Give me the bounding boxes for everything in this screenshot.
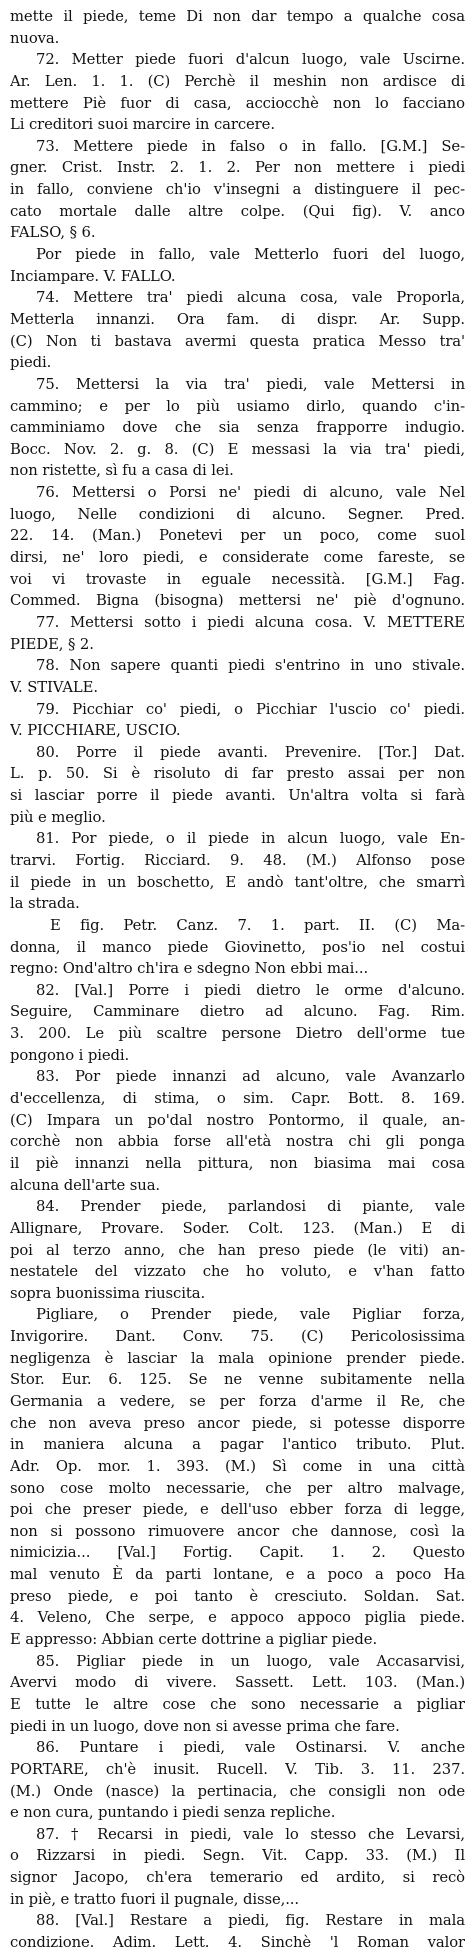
- text-line: e non cura, puntando i piedi senza repliche.: [10, 1804, 336, 1822]
- text-line: Avervi modo di vivere. Sassett. Lett. 103. (Man.): [10, 1674, 465, 1692]
- text-line: Invigorire. Dant. Conv. 75. (C) Pericolosissima: [10, 1328, 465, 1346]
- text-line: Adr. Op. mor. 1. 393. (M.) Sì come in una città: [10, 1457, 465, 1475]
- text-line: PIEDE, § 2.: [10, 635, 94, 653]
- text-line: o Rizzarsi in piedi. Segn. Vit. Capp. 33. (M.) Il: [10, 1847, 465, 1865]
- text-line: cammino; e per lo più usiamo dirlo, quando c'in-: [10, 397, 465, 415]
- text-line: 86. Puntare i piedi, vale Ostinarsi. V. anche: [36, 1739, 465, 1757]
- text-line: negligenza è lasciar la mala opinione prender piede.: [10, 1349, 465, 1367]
- text-line: Ar. Len. 1. 1. (C) Perchè il meshin non ardisce di: [10, 72, 465, 90]
- text-line: poi che preser piede, e dell'uso ebber forza di legge,: [10, 1501, 465, 1519]
- text-line: Stor. Eur. 6. 125. Se ne venne subitamente nella: [10, 1371, 465, 1389]
- text-line: 76. Mettersi o Porsi ne' piedi di alcuno, vale Nel: [36, 484, 465, 502]
- text-line: V. STIVALE.: [10, 678, 98, 696]
- text-line: Li creditori suoi marcire in carcere.: [10, 116, 275, 134]
- text-line: 84. Prender piede, parlandosi di piante, vale: [36, 1198, 465, 1216]
- text-line: 72. Metter piede fuori d'alcun luogo, vale Uscirne.: [36, 51, 465, 69]
- text-line: Metterla innanzi. Ora fam. di dispr. Ar. Supp.: [10, 310, 465, 328]
- text-line: si lasciar porre il piede avanti. Un'altra volta si farà: [10, 787, 465, 805]
- text-line: 4. Veleno, Che serpe, e appoco appoco piglia piede.: [10, 1609, 465, 1627]
- text-line: Bocc. Nov. 2. g. 8. (C) E messasi la via tra' piedi,: [10, 440, 465, 458]
- text-line: 79. Picchiar co' piedi, o Picchiar l'uscio co' piedi.: [36, 700, 465, 718]
- text-line: cato mortale dalle altre colpe. (Qui fig). V. anco: [10, 202, 465, 220]
- text-line: alcuna dell'arte sua.: [10, 1176, 161, 1194]
- text-line: Seguire, Camminare dietro ad alcuno. Fag. Rim.: [10, 1003, 465, 1021]
- text-line: voi vi trovaste in eguale necessità. [G.M.] Fag.: [10, 570, 465, 588]
- text-line: luogo, Nelle condizioni di alcuno. Segner. Pred.: [10, 505, 465, 523]
- text-line: Inciampare. V. FALLO.: [10, 267, 176, 285]
- text-line: 80. Porre il piede avanti. Prevenire. [Tor.] Dat.: [36, 743, 465, 761]
- text-line: nimicizia... [Val.] Fortig. Capit. 1. 2. Questo: [10, 1544, 465, 1562]
- text-line: non ristette, sì fu a casa di lei.: [10, 462, 234, 480]
- text-line: 83. Por piede innanzi ad alcuno, vale Avanzarlo: [36, 1068, 465, 1086]
- text-line: in maniera alcuna a pagar l'antico tributo. Plut.: [10, 1436, 465, 1454]
- text-line: 75. Mettersi la via tra' piedi, vale Mettersi in: [36, 375, 465, 393]
- text-line: E tutte le altre cose che sono necessarie a pigliar: [10, 1695, 465, 1713]
- text-line: mettere Piè fuor di casa, acciocchè non lo facciano: [10, 94, 465, 112]
- text-line: (C) Impara un po'dal nostro Pontormo, il quale, an-: [10, 1111, 465, 1129]
- text-line: donna, il manco piede Giovinetto, pos'io nel costui: [10, 938, 465, 956]
- text-line: Por piede in fallo, vale Metterlo fuori del luogo,: [36, 246, 465, 264]
- text-line: la strada.: [10, 895, 80, 913]
- text-line: PORTARE, ch'è inusit. Rucell. V. Tib. 3. 11. 237.: [10, 1760, 465, 1778]
- text-line: (C) Non ti bastava avermi questa pratica Messo tra': [10, 332, 465, 350]
- text-line: più e meglio.: [10, 808, 106, 826]
- text-line: 87. † Recarsi in piedi, vale lo stesso che Levarsi,: [36, 1825, 465, 1843]
- text-line: mal venuto È da parti lontane, e a poco a poco Ha: [10, 1566, 465, 1584]
- text-line: Germania a vedere, se per forza d'arme il Re, che: [10, 1393, 465, 1410]
- text-line: E appresso: Abbian certe dottrine a pigliar piede.: [10, 1631, 378, 1649]
- text-line: piedi in un luogo, dove non si avesse prima che fare.: [10, 1717, 400, 1735]
- text-line: Allignare, Provare. Soder. Colt. 123. (Man.) E di: [10, 1219, 465, 1237]
- text-line: (M.) Onde (nasce) la pertinacia, che consigli non ode: [10, 1782, 465, 1800]
- text-line: piedi.: [10, 354, 52, 372]
- text-line: Commed. Bigna (bisogna) mettersi ne' piè d'ognuno.: [10, 592, 465, 610]
- text-line: in piè, e tratto fuori il pugnale, disse,...: [10, 1890, 300, 1908]
- text-line: E fig. Petr. Canz. 7. 1. part. II. (C) Ma-: [50, 916, 465, 934]
- text-line: V. PICCHIARE, USCIO.: [10, 722, 181, 740]
- text-line: preso piede, e poi tanto è cresciuto. Soldan. Sat.: [10, 1587, 465, 1605]
- text-line: 85. Pigliar piede in un luogo, vale Accasarvisi,: [36, 1652, 465, 1670]
- text-line: poi al terzo anno, che han preso piede (le viti) an-: [10, 1241, 465, 1259]
- text-line: che non aveva preso ancor piede, si potesse disporre: [10, 1414, 465, 1432]
- text-line: signor Jacopo, ch'era temerario ed ardito, si recò: [10, 1869, 465, 1887]
- text-line: il piè innanzi nella pittura, non biasima mai cosa: [10, 1154, 465, 1172]
- text-line: il piede in un boschetto, E andò tant'oltre, che smarrì: [10, 873, 465, 891]
- text-line: Pigliare, o Prender piede, vale Pigliar forza,: [36, 1306, 465, 1324]
- text-line: sopra buonissima riuscita.: [10, 1284, 206, 1302]
- text-line: in fallo, conviene ch'io v'insegni a distinguere il pec-: [10, 181, 465, 199]
- text-line: non si possono rimuovere ancor che dannose, così la: [10, 1522, 465, 1540]
- text-line: dirsi, ne' loro piedi, e considerate come fareste, se: [10, 549, 465, 567]
- text-line: camminiamo dove che sia senza frapporre indugio.: [10, 419, 465, 437]
- text-line: gner. Crist. Instr. 2. 1. 2. Per non mettere i piedi: [10, 159, 465, 177]
- text-line: pongono i piedi.: [10, 1046, 130, 1064]
- text-line: 73. Mettere piede in falso o in fallo. [G.M.] Se-: [36, 137, 465, 155]
- text-line: sono cose molto necessarie, che per altro malvage,: [10, 1479, 465, 1497]
- text-line: d'eccellenza, di stima, o sim. Capr. Bott. 8. 169.: [10, 1090, 465, 1108]
- text-line: 3. 200. Le più scaltre persone Dietro dell'orme tue: [10, 1025, 465, 1043]
- text-line: nestatele del vizzato che ho voluto, e v'han fatto: [10, 1263, 465, 1281]
- text-line: nuova.: [10, 29, 60, 47]
- text-line: 81. Por piede, o il piede in alcun luogo, vale En-: [36, 830, 465, 848]
- text-line: 78. Non sapere quanti piedi s'entrino in uno stivale.: [36, 657, 465, 675]
- text-line: regno: Ond'altro ch'ira e sdegno Non ebbi mai...: [10, 960, 369, 978]
- text-line: condizione. Adim. Lett. 4. Sinchè 'l Roman valor: [10, 1934, 465, 1952]
- text-line: L. p. 50. Si è risoluto di far presto assai per non: [10, 765, 465, 783]
- text-line: corchè non abbia forse all'età nostra chi gli ponga: [10, 1133, 465, 1151]
- text-line: 88. [Val.] Restare a piedi, fig. Restare in mala: [36, 1912, 465, 1930]
- text-line: 77. Mettersi sotto i piedi alcuna cosa. V. METTERE: [36, 613, 465, 631]
- text-line: 82. [Val.] Porre i piedi dietro le orme d'alcuno.: [36, 981, 465, 999]
- text-line: 22. 14. (Man.) Ponetevi per un poco, come suol: [10, 527, 465, 545]
- text-line: 74. Mettere tra' piedi alcuna cosa, vale Proporla,: [36, 289, 465, 307]
- text-line: trarvi. Fortig. Ricciard. 9. 48. (M.) Alfonso pose: [10, 851, 465, 869]
- text-line: FALSO, § 6.: [10, 224, 96, 242]
- text-line: mette il piede, teme Di non dar tempo a qualche cosa: [10, 8, 465, 25]
